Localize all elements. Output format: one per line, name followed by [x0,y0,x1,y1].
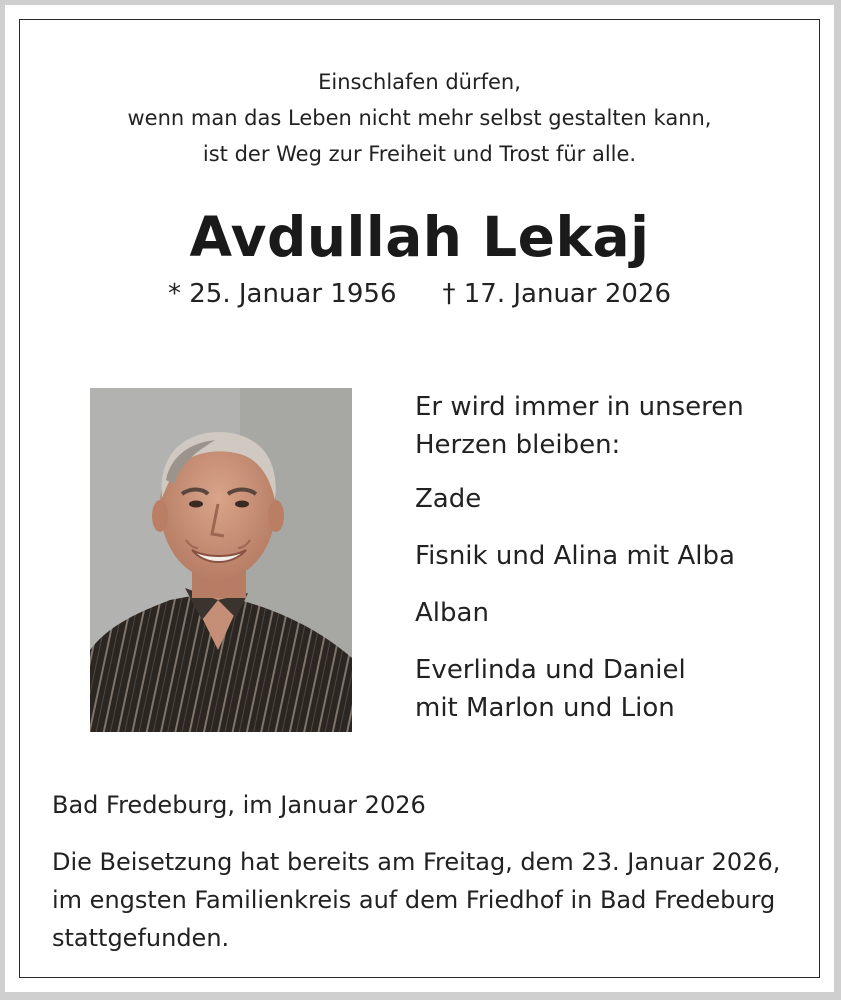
mourners-intro [415,388,795,464]
mourner-entry [415,537,795,575]
life-dates [20,274,819,314]
obituary-page [5,5,834,992]
mourners-intro-line: Er wird immer in unseren [415,392,744,422]
poem [20,64,819,172]
mourner-line: mit Marlon und Lion [415,693,675,723]
mourner-line: Fisnik und Alina mit Alba [415,541,735,571]
deceased-name: Avdullah Lekaj [189,205,650,269]
obituary-frame [19,19,820,978]
mourners-list [415,388,795,746]
portrait-photo [90,388,352,732]
mourner-line: Zade [415,484,482,514]
notice-line: Die Beisetzung hat bereits am Freitag, dem 23. Januar 2026, [52,848,781,876]
mourner-line: Everlinda und Daniel [415,655,686,685]
notice-line: stattgefunden. [52,924,230,952]
birth-date: * 25. Januar 1956 [168,279,397,309]
notice-line: im engsten Familienkreis auf dem Friedhof in Bad Fredeburg [52,886,776,914]
mourner-line: Alban [415,598,489,628]
mourner-entry [415,651,795,727]
mourner-entry [415,594,795,632]
mourner-entry [415,480,795,518]
burial-notice [52,843,812,957]
poem-line: ist der Weg zur Freiheit und Trost für alle. [202,142,637,166]
place-and-date: Bad Fredeburg, im Januar 2026 [52,791,426,819]
death-date: † 17. Januar 2026 [442,279,671,309]
mourners-intro-line: Herzen bleiben: [415,430,621,460]
poem-line: Einschlafen dürfen, [318,70,521,94]
portrait-illustration [90,388,352,732]
poem-line: wenn man das Leben nicht mehr selbst gestalten kann, [127,106,712,130]
